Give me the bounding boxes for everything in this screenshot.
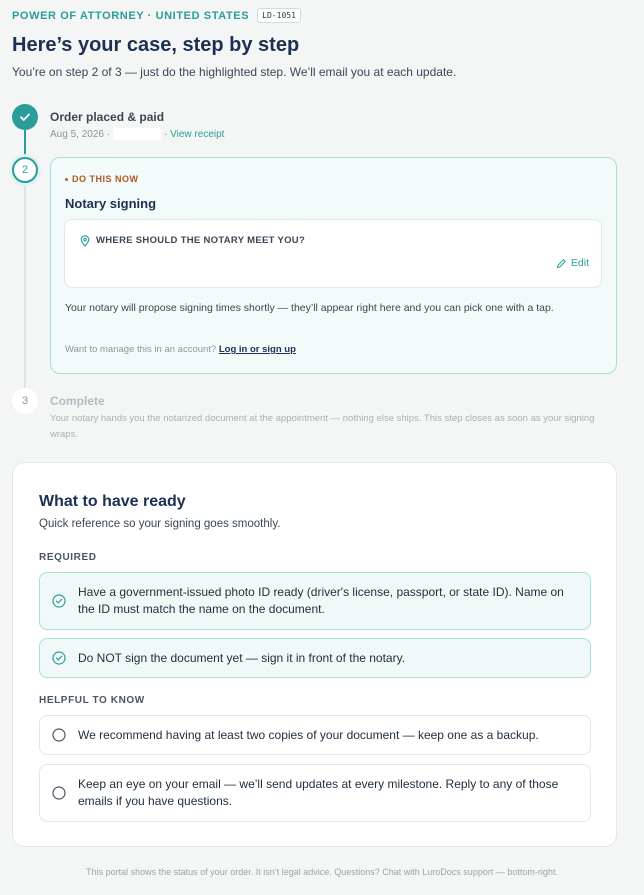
- step-1-title: Order placed & paid: [50, 110, 165, 124]
- case-type-eyebrow: POWER OF ATTORNEY · UNITED STATES: [12, 9, 250, 22]
- step-1-meta: [50, 128, 224, 140]
- ready-title: What to have ready: [39, 493, 186, 510]
- what-to-have-ready-card: [12, 462, 617, 847]
- helpful-section-label: HELPFUL TO KNOW: [39, 695, 145, 706]
- required-item: [39, 638, 591, 678]
- step-2-active-marker: [12, 157, 38, 183]
- page-subtitle: You’re on step 2 of 3 — just do the highlighted step. We’ll email you at each update.: [12, 65, 457, 79]
- login-signup-link[interactable]: Log in or sign up: [218, 344, 296, 355]
- page-title: Here’s your case, step by step: [12, 34, 300, 56]
- required-item-text: Have a government-issued photo ID ready (driver's license, passport, or state ID). Name on the ID must match the name on the document.: [78, 585, 564, 616]
- case-id-badge: LD-1051: [257, 8, 301, 23]
- empty-circle-icon: [52, 786, 66, 800]
- active-step-card: [50, 157, 617, 374]
- edit-location-button[interactable]: [556, 257, 589, 269]
- step-1-done-marker: [12, 104, 38, 130]
- step-2-number: 2: [21, 164, 29, 176]
- helpful-item-text: Keep an eye on your email — we’ll send updates at every milestone. Reply to any of those emails if you have questions.: [78, 777, 559, 808]
- helpful-item: [39, 715, 591, 755]
- do-this-now-label: DO THIS NOW: [72, 174, 139, 184]
- step-3-number: 3: [21, 395, 29, 407]
- notary-location-question: WHERE SHOULD THE NOTARY MEET YOU?: [96, 235, 306, 246]
- step-3-upcoming-marker: [12, 388, 38, 414]
- check-icon: [19, 111, 31, 123]
- helpful-item-text: We recommend having at least two copies of your document — keep one as a backup.: [78, 727, 539, 742]
- timeline-connector-upcoming: [24, 183, 26, 388]
- account-prompt: [65, 344, 296, 355]
- step-1-date: Aug 5, 2026 ·: [50, 128, 111, 140]
- step-3-description: Your notary hands you the notarized document at the appointment — nothing else ships. This step closes as soon as your signing wraps.: [50, 413, 595, 440]
- timeline-connector-done: [24, 130, 26, 158]
- redacted-block: [113, 128, 161, 140]
- notary-signing-description: Your notary will propose signing times shortly — they’ll appear right here and you can pick one with a tap.: [65, 302, 554, 314]
- header-eyebrow-row: [12, 8, 301, 23]
- edit-label: Edit: [570, 257, 589, 269]
- check-circle-icon: [52, 594, 66, 608]
- required-item-text: Do NOT sign the document yet — sign it in front of the notary.: [78, 650, 406, 665]
- helpful-item: [39, 764, 591, 822]
- required-item: [39, 572, 591, 630]
- step-3-title: Complete: [50, 394, 105, 408]
- map-pin-icon: [79, 235, 91, 247]
- pencil-icon: [556, 258, 567, 269]
- empty-circle-icon: [52, 728, 66, 742]
- check-circle-icon: [52, 651, 66, 665]
- ready-subtitle: Quick reference so your signing goes smoothly.: [39, 518, 281, 530]
- notary-signing-title: Notary signing: [65, 196, 157, 211]
- do-this-now-badge: [65, 174, 139, 184]
- notary-location-card: [64, 219, 602, 288]
- footer-disclaimer: This portal shows the status of your order. It isn’t legal advice. Questions? Chat with LuroDocs support — bottom-right.: [86, 867, 558, 877]
- account-prompt-text: Want to manage this in an account?: [65, 344, 217, 355]
- urgent-dot: [65, 178, 68, 181]
- view-receipt-link[interactable]: · View receipt: [164, 128, 225, 140]
- required-section-label: REQUIRED: [39, 552, 97, 563]
